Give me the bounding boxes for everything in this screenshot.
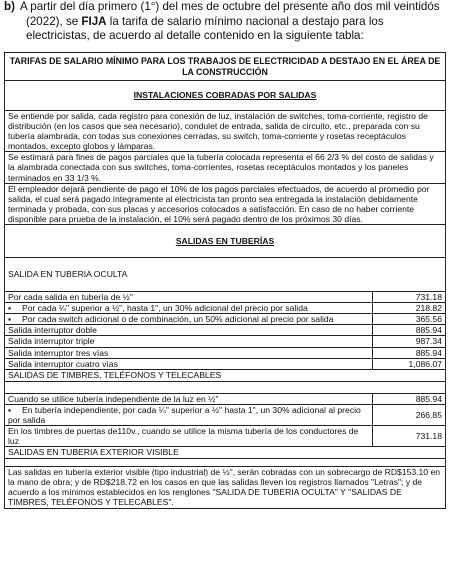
subheading-timbres: SALIDAS DE TIMBRES, TELÉFONOS Y TELECABLES [5, 369, 446, 381]
spacer-row [5, 459, 446, 467]
bullet-icon: ▪ [8, 303, 12, 314]
tariff-row-label: En los timbres de puertas de110v., cuando se utilice la misma tubería de los conductores de luz [5, 425, 373, 446]
exterior-paragraph: Las salidas en tubería exterior visible (tipo industrial) de ½", serán cobradas con un sobrecargo de RD$153.10 en la mano de obra; y de RD$218.72 en los casos en que las salidas lleven los registros llamados "Letras"; y de acuerdo a los mínimos establecidos en los renglones "SALIDA DE TUBERIA OCULTA" Y "SALIDAS DE TIMBRES, TELÉFONOS Y TELECABLES". [5, 467, 446, 508]
tariff-row [5, 347, 446, 358]
tariff-row-label: Salida interruptor tres vías [5, 347, 373, 358]
tariff-row [5, 425, 446, 446]
section-heading-salidas: INSTALACIONES COBRADAS POR SALIDAS [5, 81, 446, 111]
tariff-row-label: ▪ En tubería independiente, por cada ¼" superior a ½" hasta 1", un 30% adicional al precio por salida [5, 404, 373, 425]
tariff-row [5, 325, 446, 336]
tariff-row [5, 393, 446, 404]
tariff-row-value: 731.18 [373, 425, 446, 446]
tariff-row [5, 404, 446, 425]
tariff-row [5, 303, 446, 314]
tariff-row-label: ▪ Por cada switch adicional o de combinación, un 50% adicional al precio por salida [5, 314, 373, 325]
bullet-icon: ▪ [8, 404, 12, 415]
tariff-row-label: ▪ Por cada ¼" superior a ½", hasta 1", un 30% adicional del precio por salida [5, 303, 373, 314]
tariff-row-value: 731.18 [373, 292, 446, 303]
tariff-row [5, 336, 446, 347]
retention-paragraph: El empleador dejará pendiente de pago el 10% de los pagos parciales efectuados, de acuerdo al promedio por salida, el cual será pagado íntegramente al electricista tan pronto sea entregada la instalación debidamente terminada y probada, con sus placas y accesorios colocados a satisfacción. En caso de no haber corriente disponible para prueba de la instalación, el 10% será pagado dentro de los próximos 30 días. [5, 183, 446, 224]
item-label: b) [4, 0, 15, 13]
bullet-icon: ▪ [8, 314, 12, 325]
tariff-row [5, 358, 446, 369]
tariff-row-value: 987.34 [373, 336, 446, 347]
tariff-row-label: Salida interruptor triple [5, 336, 373, 347]
intro-emphasis: FIJA [81, 14, 107, 28]
spacer-row [5, 381, 446, 393]
section-heading-tuberias: SALIDAS EN TUBERÍAS [5, 225, 446, 258]
tariff-row-label: Salida interruptor cuatro vías [5, 358, 373, 369]
intro-text-2: la tarifa de salario mínimo nacional a destajo para los electricistas, de acuerdo al detalle contenido en la siguiente tabla: [26, 14, 384, 42]
tariff-row-value: 365.56 [373, 314, 446, 325]
tariff-row-label: Cuando se utilice tubería independiente de la luz en ½" [5, 393, 373, 404]
tariff-row [5, 314, 446, 325]
partial-payments-paragraph: Se estimará para fines de pagos parciales que la tubería colocada representa el 66 2/3 % del costo de salidas y la alambrada conectada con sus switches, toma-corrientes, rosetas receptáculos montados y los paneles terminados en 33 1/3 %. [5, 152, 446, 183]
tariff-row-label: Por cada salida en tubería de ½" [5, 292, 373, 303]
tariff-row-value: 218.82 [373, 303, 446, 314]
tariff-row-value: 885.94 [373, 325, 446, 336]
definition-paragraph: Se entiende por salida, cada registro para conexión de luz, instalación de switches, toma-corriente, registro de distribución (en los casos que sea necesario), condulet de entrada, salida de circuito, etc., preparada con su tubería alambrada, con todas sus conexiones cerradas, su switch, toma-corriente y rosetas receptáculos montados, excepto globos y lámparas. [5, 111, 446, 152]
table-title: TARIFAS DE SALARIO MÍNIMO PARA LOS TRABAJOS DE ELECTRICIDAD A DESTAJO EN EL ÁREA DE LA CONSTRUCCIÓN [5, 53, 446, 81]
tariff-row-value: 1,086.07 [373, 358, 446, 369]
subheading-exterior: SALIDAS EN TUBERIA EXTERIOR VISIBLE [5, 447, 446, 459]
tariff-row-value: 885.94 [373, 393, 446, 404]
tariff-row-value: 885.94 [373, 347, 446, 358]
subheading-oculta: SALIDA EN TUBERIA OCULTA [5, 258, 446, 292]
tariff-row-value: 266.85 [373, 404, 446, 425]
intro-text-1: A partir del día primero (1°) del mes de octubre del presente año dos mil veintidós (2022), se [19, 0, 440, 28]
intro-paragraph [4, 0, 444, 44]
tariff-table [4, 52, 446, 509]
tariff-row-label: Salida interruptor doble [5, 325, 373, 336]
tariff-row [5, 292, 446, 303]
